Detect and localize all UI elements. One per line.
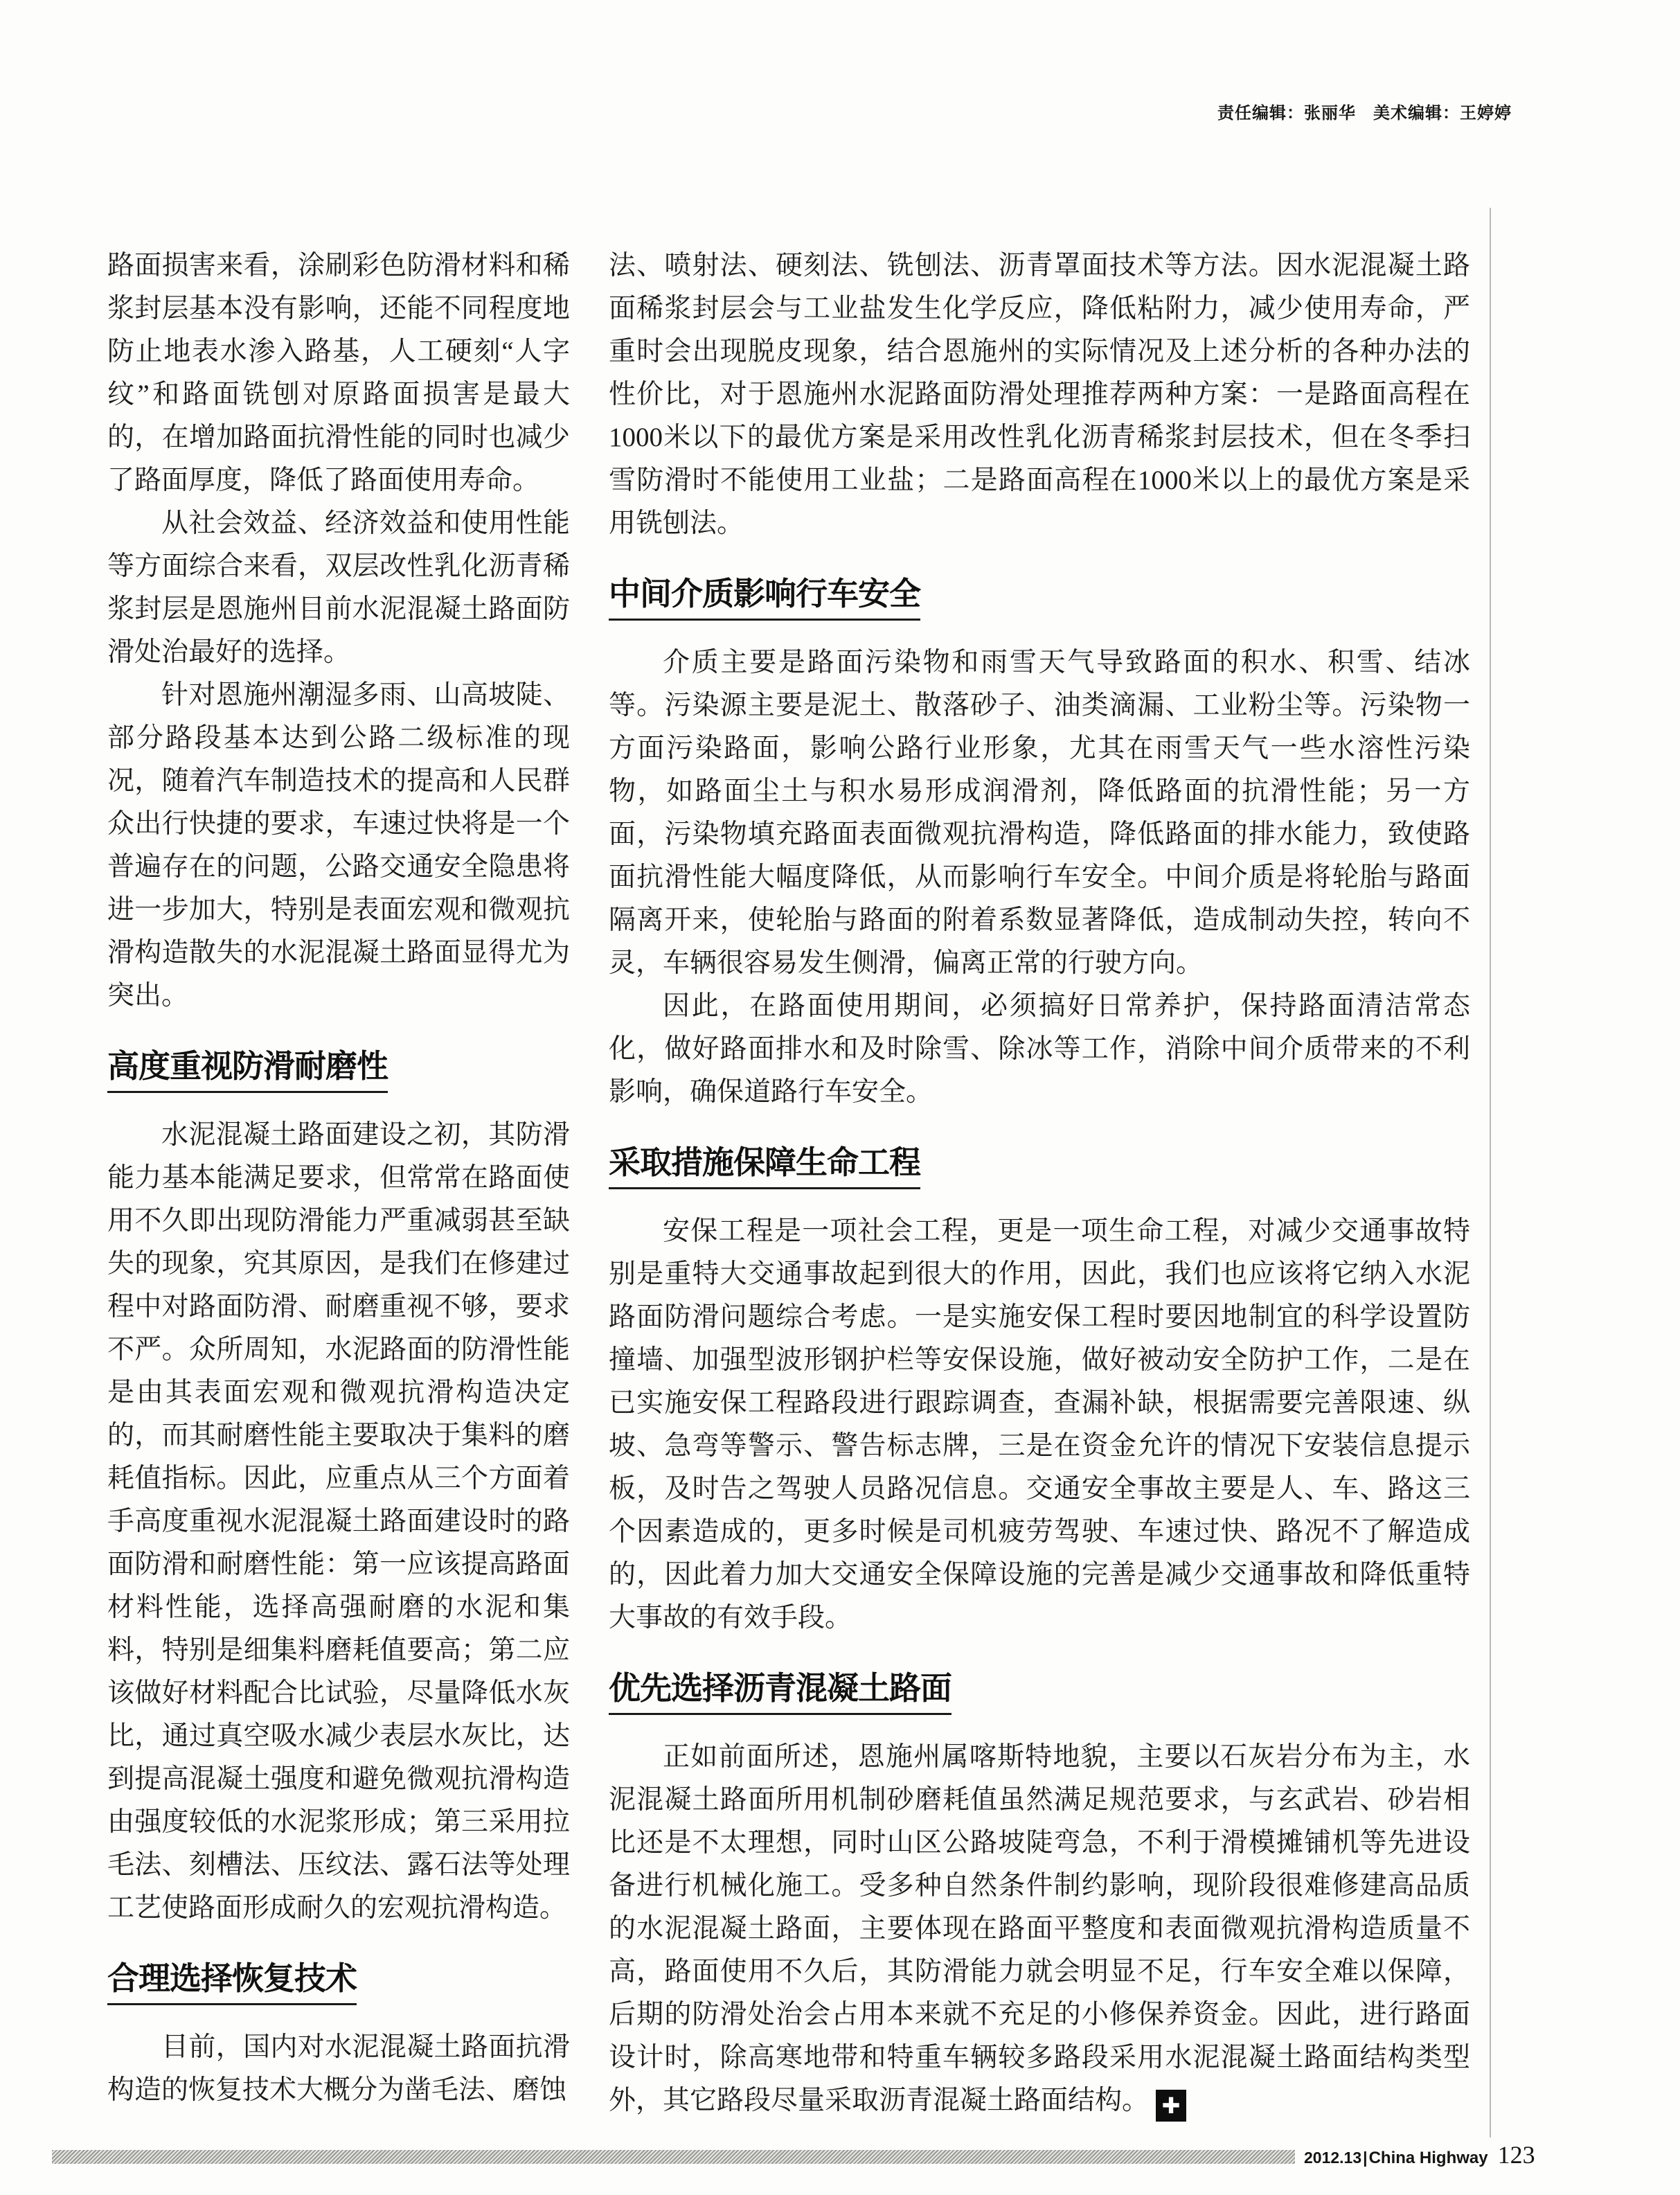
paragraph: 目前，国内对水泥混凝土路面抗滑构造的恢复技术大概分为凿毛法、磨蚀 <box>107 2032 570 2105</box>
footer-issue: 2012.13 <box>1304 2149 1362 2167</box>
section-heading-recovery-technology <box>107 1959 570 2005</box>
section-heading-text: 优先选择沥青混凝土路面 <box>609 1669 951 1715</box>
paragraph: 因此，在路面使用期间，必须搞好日常养护，保持路面清洁常态化，做好路面排水和及时除雪、除冰等工作，消除中间介质带来的不利影响，确保道路行车安全。 <box>609 991 1470 1107</box>
section-heading-anti-slip-wear <box>107 1047 570 1093</box>
paragraph-text: 正如前面所述，恩施州属喀斯特地貌，主要以石灰岩分布为主，水泥混凝土路面所用机制砂磨耗值虽然满足规范要求，与玄武岩、砂岩相比还是不太理想，同时山区公路坡陡弯急，不利于滑模摊铺机等先进设备进行机械化施工。受多种自然条件制约影响，现阶段很难修建高品质的水泥混凝土路面，主要体现在路面平整度和表面微观抗滑构造质量不高，路面使用不久后，其防滑能力就会明显不足，行车安全难以保障，后期的防滑处治会占用本来就不充足的小修保养资金。因此，进行路面设计时，除高寒地带和特重车辆较多路段采用水泥混凝土路面结构类型外，其它路段尽量采取沥青混凝土路面结构。 <box>609 1742 1470 2115</box>
footer-journal-name: China Highway <box>1368 2149 1488 2167</box>
section-heading-asphalt-pavement-preferred <box>609 1669 1470 1715</box>
footer-separator: | <box>1363 2149 1368 2167</box>
paragraph: 水泥混凝土路面建设之初，其防滑能力基本能满足要求，但常常在路面使用不久即出现防滑能力严重减弱甚至缺失的现象，究其原因，是我们在修建过程中对路面防滑、耐磨重视不够，要求不严。众所周知，水泥路面的防滑性能是由其表面宏观和微观抗滑构造决定的，而其耐磨性能主要取决于集料的磨耗值指标。因此，应重点从三个方面着手高度重视水泥混凝土路面建设时的路面防滑和耐磨性能：第一应该提高路面材料性能，选择高强耐磨的水泥和集料，特别是细集料磨耗值要高；第二应该做好材料配合比试验，尽量降低水灰比，通过真空吸水减少表层水灰比，达到提高混凝土强度和避免微观抗滑构造由强度较低的水泥浆形成；第三采用拉毛法、刻槽法、压纹法、露石法等处理工艺使路面形成耐久的宏观抗滑构造。 <box>107 1120 570 1923</box>
section-heading-intermediate-medium <box>609 574 1470 621</box>
section-heading-life-safety-project <box>609 1143 1470 1189</box>
footer-page-number: 123 <box>1497 2141 1535 2169</box>
paragraph: 针对恩施州潮湿多雨、山高坡陡、部分路段基本达到公路二级标准的现况，随着汽车制造技术的提高和人民群众出行快捷的要求，车速过快将是一个普遍存在的问题，公路交通安全隐患将进一步加大，特别是表面宏观和微观抗滑构造散失的水泥混凝土路面显得尤为突出。 <box>107 680 570 1011</box>
paragraph: 安保工程是一项社会工程，更是一项生命工程，对减少交通事故特别是重特大交通事故起到很大的作用，因此，我们也应该将它纳入水泥路面防滑问题综合考虑。一是实施安保工程时要因地制宜的科学设置防撞墙、加强型波形钢护栏等安保设施，做好被动安全防护工作，二是在已实施安保工程路段进行跟踪调查，查漏补缺，根据需要完善限速、纵坡、急弯等警示、警告标志牌，三是在资金允许的情况下安装信息提示板，及时告之驾驶人员路况信息。交通安全事故主要是人、车、路这三个因素造成的，更多时候是司机疲劳驾驶、车速过快、路况不了解造成的，因此着力加大交通安全保障设施的完善是减少交通事故和降低重特大事故的有效手段。 <box>609 1216 1470 1633</box>
page-right-rule <box>1490 208 1491 2138</box>
section-heading-text: 高度重视防滑耐磨性 <box>107 1047 388 1093</box>
paragraph <box>609 1736 1470 2122</box>
section-heading-text: 采取措施保障生命工程 <box>609 1143 920 1189</box>
footer-hatched-bar <box>52 2150 1295 2164</box>
paragraph: 从社会效益、经济效益和使用性能等方面综合来看，双层改性乳化沥青稀浆封层是恩施州目前水泥混凝土路面防滑处治最好的选择。 <box>107 508 570 667</box>
paragraph: 介质主要是路面污染物和雨雪天气导致路面的积水、积雪、结冰等。污染源主要是泥土、散落砂子、油类滴漏、工业粉尘等。污染物一方面污染路面，影响公路行业形象，尤其在雨雪天气一些水溶性污染物，如路面尘土与积水易形成润滑剂，降低路面的抗滑性能；另一方面，污染物填充路面表面微观抗滑构造，降低路面的排水能力，致使路面抗滑性能大幅度降低，从而影响行车安全。中间介质是将轮胎与路面隔离开来，使轮胎与路面的附着系数显著降低，造成制动失控，转向不灵，车辆很容易发生侧滑，偏离正常的行驶方向。 <box>609 648 1470 978</box>
end-of-article-marker: ✚ <box>1156 2090 1186 2122</box>
editor-credits: 责任编辑：张丽华 美术编辑：王婷婷 <box>1217 104 1512 123</box>
paragraph: 路面损害来看，涂刷彩色防滑材料和稀浆封层基本没有影响，还能不同程度地防止地表水渗入路基，人工硬刻“人字纹”和路面铣刨对原路面损害是最大的，在增加路面抗滑性能的同时也减少了路面厚度，降低了路面使用寿命。 <box>107 251 570 495</box>
left-column <box>107 245 570 2112</box>
section-heading-text: 合理选择恢复技术 <box>107 1959 357 2005</box>
footer <box>1304 2140 1535 2169</box>
right-column <box>609 245 1470 2122</box>
paragraph: 法、喷射法、硬刻法、铣刨法、沥青罩面技术等方法。因水泥混凝土路面稀浆封层会与工业盐发生化学反应，降低粘附力，减少使用寿命，严重时会出现脱皮现象，结合恩施州的实际情况及上述分析的各种办法的性价比，对于恩施州水泥路面防滑处理推荐两种方案：一是路面高程在1000米以下的最优方案是采用改性乳化沥青稀浆封层技术，但在冬季扫雪防滑时不能使用工业盐；二是路面高程在1000米以上的最优方案是采用铣刨法。 <box>609 251 1470 538</box>
section-heading-text: 中间介质影响行车安全 <box>609 574 920 621</box>
